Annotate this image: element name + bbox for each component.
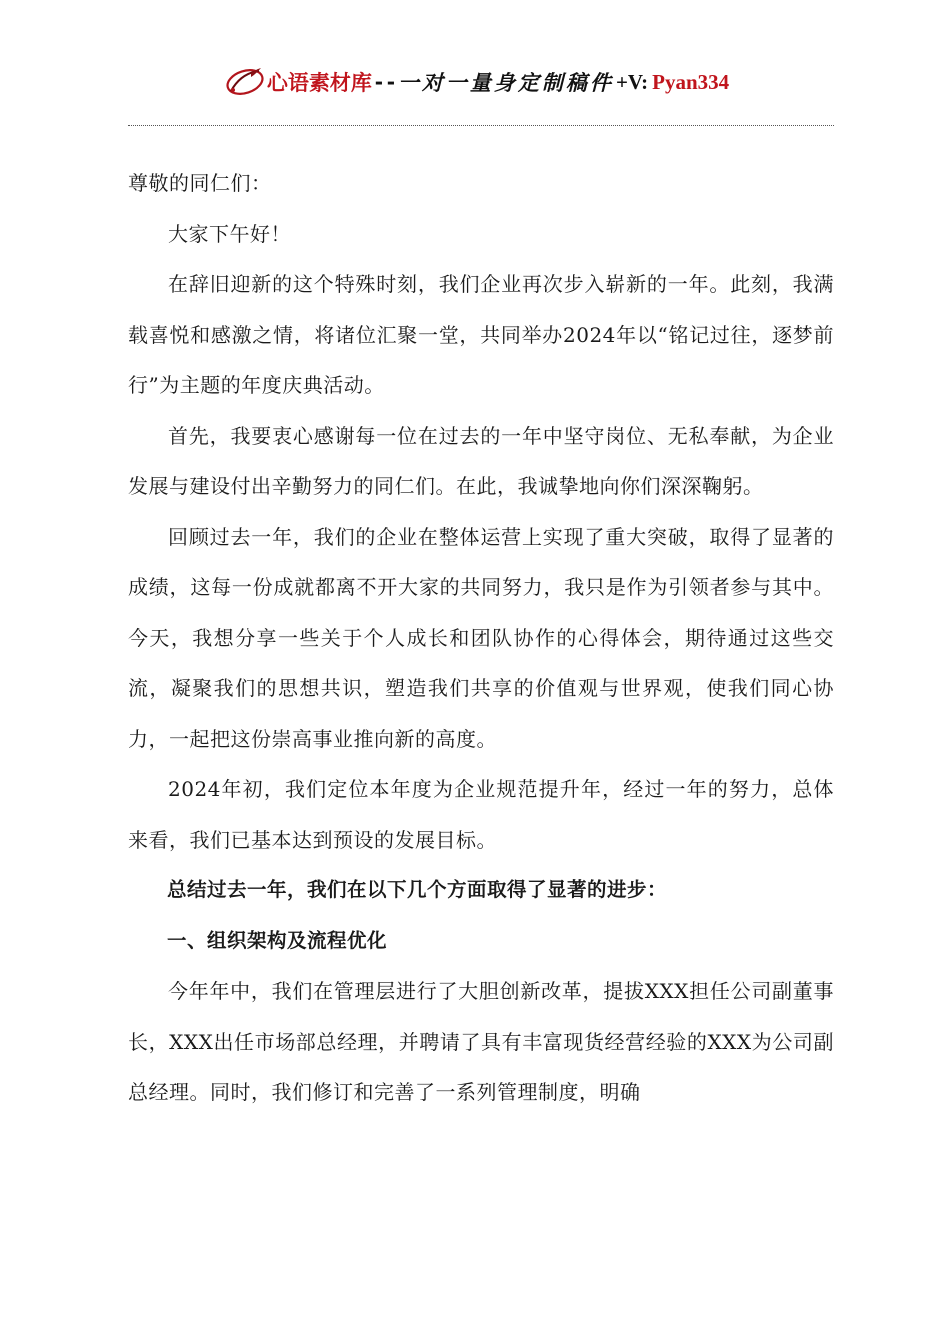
contact-id: Pyan334	[652, 69, 730, 94]
section-heading: 一、组织架构及流程优化	[167, 928, 388, 952]
section-paragraph: 今年年中，我们在管理层进行了大胆创新改革，提拔XXX担任公司副董事长，XXX出任市场部总经理，并聘请了具有丰富现货经营经验的XXX为公司副总经理。同时，我们修订和完善了一系列管理制度，明确	[128, 979, 834, 1104]
contact-label: +V:	[615, 69, 649, 94]
document-body	[128, 158, 834, 1118]
header-slogan: 一对一量身定制稿件	[397, 70, 614, 95]
greeting: 尊敬的同仁们：	[128, 171, 272, 195]
paragraph: 2024年初，我们定位本年度为企业规范提升年，经过一年的努力，总体来看，我们已基本达到预设的发展目标。	[128, 777, 834, 852]
page-header	[0, 62, 950, 102]
paragraph: 回顾过去一年，我们的企业在整体运营上实现了重大突破，取得了显著的成绩，这每一份成就都离不开大家的共同努力，我只是作为引领者参与其中。今天，我想分享一些关于个人成长和团队协作的心得体会，期待通过这些交流，凝聚我们的思想共识，塑造我们共享的价值观与世界观，使我们同心协力，一起把这份崇高事业推向新的高度。	[128, 524, 834, 751]
header-separator: --	[372, 70, 397, 94]
quill-swirl-logo-icon	[221, 65, 265, 99]
paragraph: 首先，我要衷心感谢每一位在过去的一年中坚守岗位、无私奉献，为企业发展与建设付出辛勤努力的同仁们。在此，我诚挚地向你们深深鞠躬。	[128, 423, 834, 498]
summary-heading: 总结过去一年，我们在以下几个方面取得了显著的进步：	[167, 878, 668, 901]
paragraph: 大家下午好！	[168, 221, 291, 246]
paragraph: 在辞旧迎新的这个特殊时刻，我们企业再次步入崭新的一年。此刻，我满载喜悦和感激之情，将诸位汇聚一堂，共同举办2024年以“铭记过往，逐梦前行”为主题的年度庆典活动。	[128, 272, 834, 397]
brand-name: 心语素材库	[266, 70, 372, 95]
header-divider	[128, 125, 834, 126]
